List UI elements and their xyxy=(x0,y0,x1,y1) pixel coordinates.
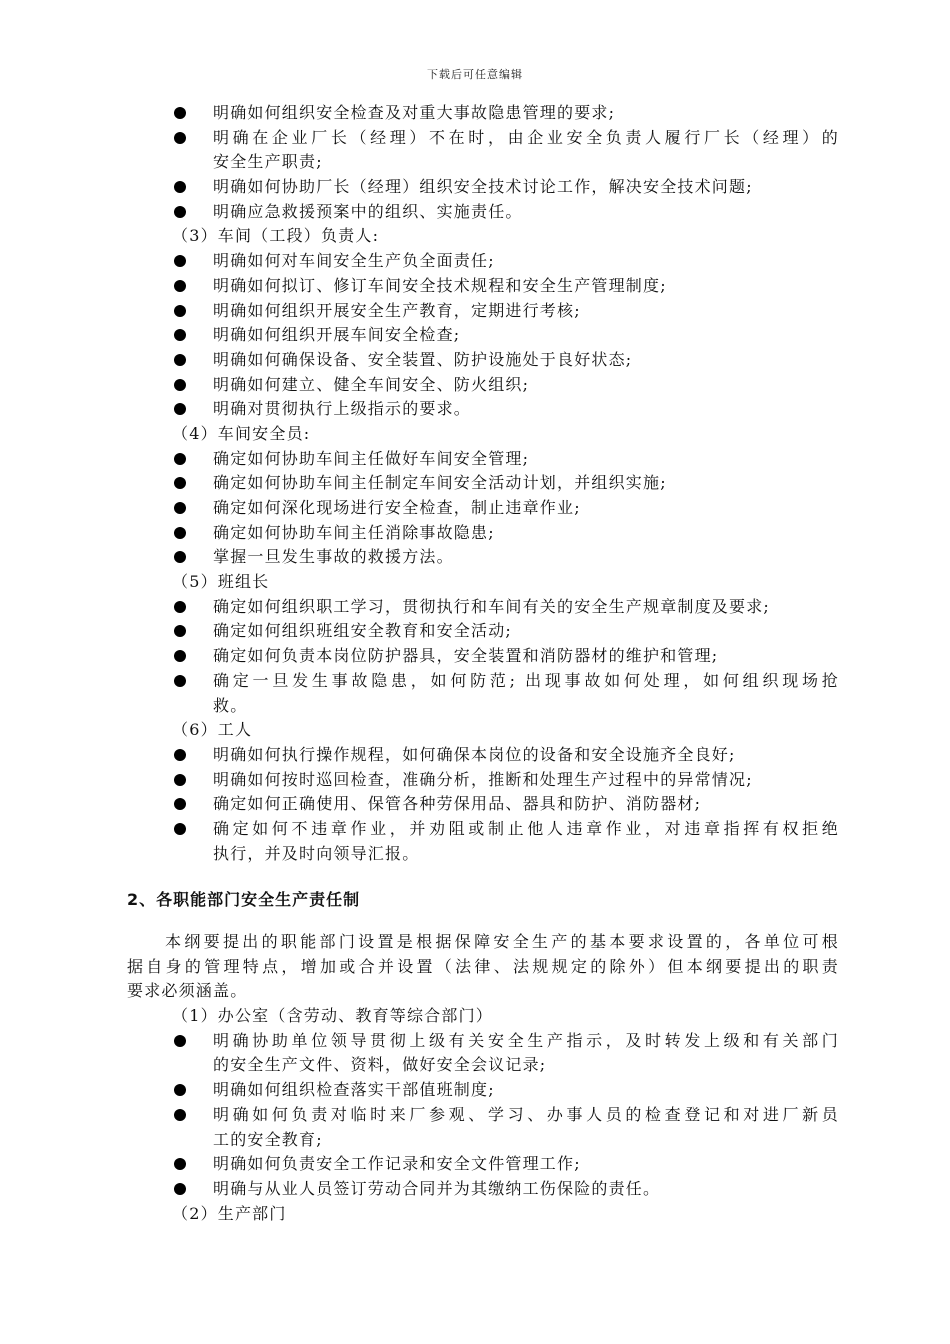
list-item-text: 的安全生产文件、资料，做好安全会议记录; xyxy=(213,1055,547,1075)
bullet-icon xyxy=(174,206,186,218)
list-item-text: 明确如何组织开展安全生产教育，定期进行考核; xyxy=(213,300,581,320)
list-item-text: 明确如何建立、健全车间安全、防火组织; xyxy=(213,374,530,394)
list-item xyxy=(0,792,950,817)
list-item xyxy=(0,1029,950,1054)
paragraph-text: 本纲要提出的职能部门设置是根据保障安全生产的基本要求设置的，各单位可根 xyxy=(165,932,839,951)
list-item xyxy=(0,348,950,373)
list-item xyxy=(0,249,950,274)
list-item xyxy=(0,644,950,669)
list-item-text: 明确如何组织检查落实干部值班制度; xyxy=(213,1080,495,1100)
bullet-icon xyxy=(174,749,186,761)
bullet-icon xyxy=(174,107,186,119)
list-item xyxy=(0,768,950,793)
list-item-text: 明确与从业人员签订劳动合同并为其缴纳工伤保险的责任。 xyxy=(213,1178,661,1198)
list-item-text: 明确如何按时巡回检查，准确分析，推断和处理生产过程中的异常情况; xyxy=(213,769,753,789)
bullet-icon xyxy=(174,354,186,366)
list-item xyxy=(0,175,950,200)
paragraph-line xyxy=(0,979,950,1004)
subsection-title-text: （5）班组长 xyxy=(172,572,270,592)
list-item-continuation xyxy=(0,150,950,175)
list-item-text: 明确如何负责对临时来厂参观、学习、办事人员的检查登记和对进厂新员 xyxy=(213,1104,839,1124)
paragraph-line xyxy=(0,955,950,980)
spacer xyxy=(0,866,950,888)
list-item xyxy=(0,1078,950,1103)
subsection-title xyxy=(0,422,950,447)
bullet-icon xyxy=(174,280,186,292)
bullet-icon xyxy=(174,1183,186,1195)
list-item-continuation xyxy=(0,694,950,719)
subsection-title-text: （4）车间安全员: xyxy=(172,423,311,443)
list-item xyxy=(0,101,950,126)
bullet-icon xyxy=(174,625,186,637)
list-item xyxy=(0,619,950,644)
document-body xyxy=(0,101,950,1226)
bullet-icon xyxy=(174,453,186,465)
bullet-icon xyxy=(174,305,186,317)
list-item-text: 明确如何组织开展车间安全检查; xyxy=(213,325,461,345)
list-item-continuation xyxy=(0,842,950,867)
bullet-icon xyxy=(174,774,186,786)
list-item-text: 确定如何深化现场进行安全检查，制止违章作业; xyxy=(213,498,581,517)
section-heading-text: 2、各职能部门安全生产责任制 xyxy=(127,890,361,910)
list-item-text: 确定如何协助车间主任做好车间安全管理; xyxy=(213,448,530,468)
subsection-title-text: （3）车间（工段）负责人: xyxy=(172,226,380,246)
list-item-text: 明确如何对车间安全生产负全面责任; xyxy=(213,251,495,271)
paragraph-text: 据自身的管理特点，增加或合并设置（法律、法规规定的除外）但本纲要提出的职责 xyxy=(127,956,839,976)
list-item xyxy=(0,1177,950,1202)
paragraph-line xyxy=(0,930,950,955)
bullet-icon xyxy=(174,1109,186,1121)
bullet-icon xyxy=(174,1158,186,1170)
subsection-title xyxy=(0,224,950,249)
list-item xyxy=(0,817,950,842)
list-item xyxy=(0,1152,950,1177)
list-item xyxy=(0,669,950,694)
list-item-text: 确定一旦发生事故隐患，如何防范; 出现事故如何处理，如何组织现场抢 xyxy=(213,670,839,690)
bullet-icon xyxy=(174,181,186,193)
list-item xyxy=(0,496,950,521)
subsection-title xyxy=(0,570,950,595)
bullet-icon xyxy=(174,379,186,391)
list-item xyxy=(0,447,950,472)
bullet-icon xyxy=(174,1035,186,1047)
list-item xyxy=(0,126,950,151)
bullet-icon xyxy=(174,527,186,539)
list-item xyxy=(0,373,950,398)
list-item-text: 明确对贯彻执行上级指示的要求。 xyxy=(213,399,472,419)
bullet-icon xyxy=(174,798,186,810)
list-item xyxy=(0,743,950,768)
list-item xyxy=(0,595,950,620)
list-item xyxy=(0,397,950,422)
bullet-icon xyxy=(174,329,186,341)
list-item-text: 明确如何组织安全检查及对重大事故隐患管理的要求; xyxy=(213,103,616,122)
list-item-text: 明确协助单位领导贯彻上级有关安全生产指示，及时转发上级和有关部门 xyxy=(213,1030,839,1050)
list-item xyxy=(0,1103,950,1128)
list-item-text: 确定如何协助车间主任制定车间安全活动计划，并组织实施; xyxy=(213,473,667,493)
list-item-text: 明确如何协助厂长（经理）组织安全技术讨论工作，解决安全技术问题; xyxy=(213,177,753,197)
list-item-text: 掌握一旦发生事故的救援方法。 xyxy=(213,547,454,567)
list-item-text: 确定如何正确使用、保管各种劳保用品、器具和防护、消防器材; xyxy=(213,794,702,814)
list-item xyxy=(0,323,950,348)
bullet-icon xyxy=(174,132,186,144)
list-item-text: 确定如何负责本岗位防护器具，安全装置和消防器材的维护和管理; xyxy=(213,646,719,666)
list-item xyxy=(0,471,950,496)
list-item xyxy=(0,299,950,324)
bullet-icon xyxy=(174,675,186,687)
list-item-text: 救。 xyxy=(213,695,248,715)
list-item-text: 明确在企业厂长（经理）不在时，由企业安全负责人履行厂长（经理）的 xyxy=(213,127,839,147)
bullet-icon xyxy=(174,255,186,267)
spacer xyxy=(0,913,950,930)
subsection-title xyxy=(0,1202,950,1227)
list-item xyxy=(0,521,950,546)
paragraph-text: 要求必须涵盖。 xyxy=(127,981,248,1001)
list-item xyxy=(0,274,950,299)
list-item-text: 确定如何组织职工学习，贯彻执行和车间有关的安全生产规章制度及要求; xyxy=(213,596,770,616)
list-item-continuation xyxy=(0,1053,950,1078)
subsection-title-text: （1）办公室（含劳动、教育等综合部门） xyxy=(172,1006,493,1026)
list-item-text: 明确如何执行操作规程，如何确保本岗位的设备和安全设施齐全良好; xyxy=(213,744,736,764)
list-item-text: 明确如何拟订、修订车间安全技术规程和安全生产管理制度; xyxy=(213,275,667,295)
bullet-icon xyxy=(174,601,186,613)
list-item-text: 执行，并及时向领导汇报。 xyxy=(213,843,420,863)
list-item-text: 确定如何不违章作业，并劝阻或制止他人违章作业，对违章指挥有权拒绝 xyxy=(213,818,839,838)
list-item-text: 明确如何负责安全工作记录和安全文件管理工作; xyxy=(213,1154,581,1174)
bullet-icon xyxy=(174,403,186,415)
list-item-text: 确定如何组织班组安全教育和安全活动; xyxy=(213,621,512,641)
bullet-icon xyxy=(174,551,186,563)
bullet-icon xyxy=(174,823,186,835)
list-item-text: 确定如何协助车间主任消除事故隐患; xyxy=(213,522,495,542)
subsection-title xyxy=(0,718,950,743)
list-item-text: 明确应急救援预案中的组织、实施责任。 xyxy=(213,201,523,221)
list-item xyxy=(0,200,950,225)
list-item-continuation xyxy=(0,1128,950,1153)
bullet-icon xyxy=(174,477,186,489)
list-item-text: 明确如何确保设备、安全装置、防护设施处于良好状态; xyxy=(213,349,633,369)
bullet-icon xyxy=(174,1084,186,1096)
subsection-title-text: （6）工人 xyxy=(172,720,253,740)
list-item-text: 安全生产职责; xyxy=(213,152,323,172)
bullet-icon xyxy=(174,502,186,514)
subsection-title xyxy=(0,1004,950,1029)
subsection-title-text: （2）生产部门 xyxy=(172,1203,287,1223)
section-heading xyxy=(0,888,950,913)
page-header: 下载后可任意编辑 xyxy=(427,68,523,81)
list-item xyxy=(0,545,950,570)
list-item-text: 工的安全教育; xyxy=(213,1129,323,1149)
bullet-icon xyxy=(174,650,186,662)
